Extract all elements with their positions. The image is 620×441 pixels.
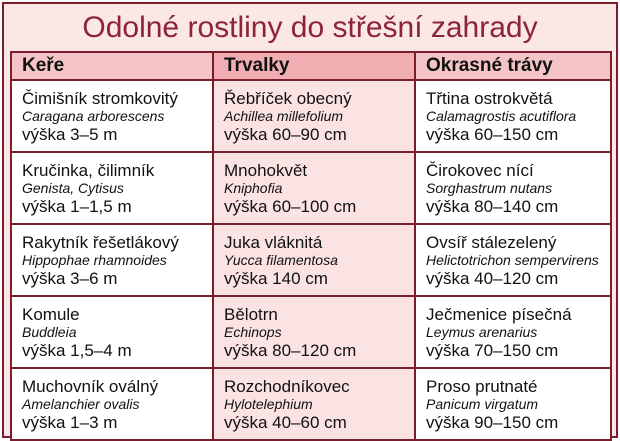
plant-name: Ovsíř stálezelený [426, 233, 557, 252]
plant-height: výška 3–5 m [22, 125, 118, 144]
table-cell [213, 368, 415, 440]
table-row [11, 80, 611, 152]
plant-height: výška 60–90 cm [224, 125, 347, 144]
plants-table [10, 51, 612, 441]
plant-latin-name: Achillea millefolium [224, 108, 344, 124]
table-cell [213, 296, 415, 368]
table-header-row [11, 52, 611, 80]
plant-name: Čimišník stromkovitý [22, 89, 178, 108]
table-cell [415, 224, 611, 296]
plant-table-card [2, 2, 618, 438]
plant-name: Kručinka, čilimník [22, 161, 155, 180]
plant-latin-name: Hippophae rhamnoides [22, 252, 167, 268]
plant-latin-name: Buddleia [22, 324, 77, 340]
plant-latin-name: Yucca filamentosa [224, 252, 338, 268]
plant-height: výška 40–120 cm [426, 269, 559, 288]
plant-name: Rakytník řešetlákový [22, 233, 179, 252]
plant-name: Komule [22, 305, 80, 324]
plant-height: výška 140 cm [224, 269, 328, 288]
table-cell [213, 152, 415, 224]
table-row [11, 224, 611, 296]
plant-height: výška 1,5–4 m [22, 341, 132, 360]
table-cell [11, 224, 213, 296]
table-cell [213, 80, 415, 152]
table-cell [213, 224, 415, 296]
table-row [11, 368, 611, 440]
plant-latin-name: Leymus arenarius [426, 324, 538, 340]
table-row [11, 152, 611, 224]
table-cell [11, 80, 213, 152]
plant-latin-name: Calamagrostis acutiflora [426, 108, 577, 124]
plant-name: Muchovník oválný [22, 377, 159, 396]
plant-name: Ječmenice písečná [426, 305, 572, 324]
plant-latin-name: Genista, Cytisus [22, 180, 124, 196]
plant-name: Třtina ostrokvětá [426, 89, 553, 108]
plant-height: výška 1–1,5 m [22, 197, 132, 216]
table-row [11, 296, 611, 368]
table-cell [11, 368, 213, 440]
table-cell [415, 152, 611, 224]
plant-name: Řebříček obecný [224, 89, 352, 108]
plant-name: Bělotrn [224, 305, 278, 324]
plant-height: výška 3–6 m [22, 269, 118, 288]
plant-height: výška 80–140 cm [426, 197, 559, 216]
plant-height: výška 60–100 cm [224, 197, 357, 216]
table-cell [415, 80, 611, 152]
plant-height: výška 1–3 m [22, 413, 118, 432]
plant-height: výška 90–150 cm [426, 413, 559, 432]
page-title: Odolné rostliny do střešní zahrady [82, 11, 538, 44]
plant-latin-name: Amelanchier ovalis [22, 396, 140, 412]
plant-height: výška 80–120 cm [224, 341, 357, 360]
plant-latin-name: Echinops [224, 324, 282, 340]
plant-latin-name: Panicum virgatum [426, 396, 539, 412]
plant-name: Čirokovec nící [426, 161, 534, 180]
plant-latin-name: Sorghastrum nutans [426, 180, 553, 196]
plant-height: výška 40–60 cm [224, 413, 347, 432]
column-header-grasses: Okrasné trávy [415, 52, 611, 80]
plant-latin-name: Hylotelephium [224, 396, 313, 412]
table-cell [11, 152, 213, 224]
table-cell [11, 296, 213, 368]
table-cell [415, 368, 611, 440]
column-header-shrubs: Keře [11, 52, 213, 80]
table-cell [415, 296, 611, 368]
column-header-perennials: Trvalky [213, 52, 415, 80]
plant-latin-name: Caragana arborescens [22, 108, 165, 124]
plant-name: Mnohokvět [224, 161, 308, 180]
plant-name: Proso prutnaté [426, 377, 538, 396]
plant-name: Juka vláknitá [224, 233, 323, 252]
plant-height: výška 70–150 cm [426, 341, 559, 360]
plant-name: Rozchodníkovec [224, 377, 350, 396]
plant-height: výška 60–150 cm [426, 125, 559, 144]
plant-latin-name: Helictotrichon sempervirens [426, 252, 599, 268]
plant-latin-name: Kniphofia [224, 180, 283, 196]
